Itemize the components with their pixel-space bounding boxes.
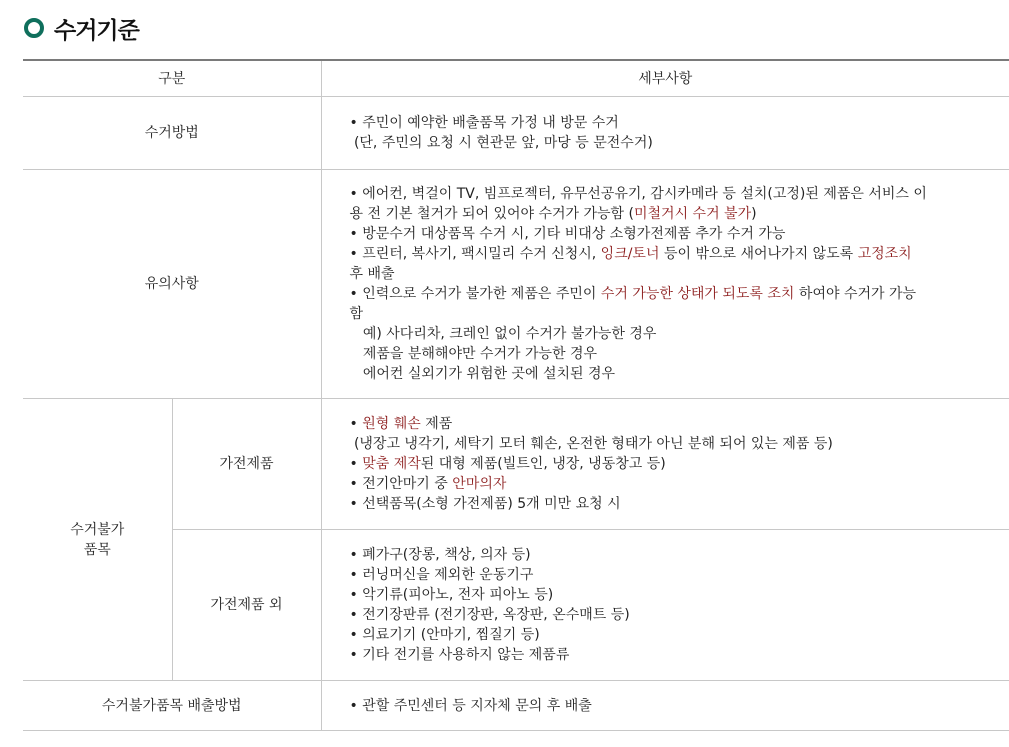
header-details: 세부사항 bbox=[321, 60, 1009, 97]
text-segment: • bbox=[349, 416, 363, 432]
header-category: 구분 bbox=[23, 60, 321, 97]
highlight-text: 잉크/토너 bbox=[600, 246, 660, 262]
detail-line: (냉장고 냉각기, 세탁기 모터 훼손, 온전한 형태가 아닌 분해 되어 있는 제품 등) bbox=[349, 436, 833, 452]
row-detail-notes bbox=[321, 170, 1009, 399]
table-row bbox=[23, 97, 1009, 170]
list-item: • 전기장판류 (전기장판, 옥장판, 온수매트 등) bbox=[349, 607, 630, 623]
detail-line bbox=[350, 204, 990, 224]
list-item: • 악기류(피아노, 전자 피아노 등) bbox=[349, 587, 554, 603]
highlight-text: 수거 가능한 상태가 되도록 조치 bbox=[600, 286, 795, 302]
highlight-text: 고정조치 bbox=[857, 246, 912, 262]
detail-line bbox=[350, 474, 990, 494]
label-line: 품목 bbox=[83, 541, 111, 558]
highlight-text: 미철거시 수거 불가 bbox=[634, 206, 752, 222]
detail-line: 후 배출 bbox=[349, 266, 395, 282]
text-segment: ) bbox=[751, 206, 757, 222]
highlight-text: 맞춤 제작 bbox=[362, 456, 421, 472]
detail-line: • 관할 주민센터 등 지자체 문의 후 배출 bbox=[349, 697, 592, 714]
table-row bbox=[23, 681, 1009, 731]
list-item: • 의료기기 (안마기, 찜질기 등) bbox=[349, 627, 540, 643]
detail-line bbox=[350, 454, 990, 474]
example-line: 제품을 분해해야만 수거가 가능한 경우 bbox=[349, 346, 598, 362]
page-title-text: 수거기준 bbox=[54, 17, 139, 44]
row-detail-appliances bbox=[321, 399, 1009, 530]
detail-line: 함 bbox=[349, 306, 364, 322]
sub-label-appliances: 가전제품 bbox=[172, 399, 321, 530]
detail-line: • 선택품목(소형 가전제품) 5개 미만 요청 시 bbox=[349, 496, 621, 512]
highlight-text: 안마의자 bbox=[452, 476, 507, 492]
row-detail-disposal bbox=[321, 681, 1009, 731]
row-detail-others bbox=[321, 530, 1009, 681]
detail-line: • 주민이 예약한 배출품목 가정 내 방문 수거 bbox=[349, 115, 619, 131]
list-item: • 러닝머신을 제외한 운동기구 bbox=[349, 567, 534, 583]
detail-line: • 방문수거 대상품목 수거 시, 기타 비대상 소형가전제품 추가 수거 가능 bbox=[349, 226, 786, 242]
list-item: • 기타 전기를 사용하지 않는 제품류 bbox=[349, 647, 570, 663]
text-segment: • 프린터, 복사기, 팩시밀리 수거 신청시, bbox=[349, 246, 601, 262]
detail-line: (단, 주민의 요청 시 현관문 앞, 마당 등 문전수거) bbox=[349, 135, 653, 151]
text-segment: 제품 bbox=[420, 416, 453, 432]
detail-line: • 에어컨, 벽걸이 TV, 빔프로젝터, 유무선공유기, 감시카메라 등 설치(고정)된 제품은 서비스 이 bbox=[349, 186, 927, 202]
example-line: 에어컨 실외기가 위험한 곳에 설치된 경우 bbox=[349, 366, 616, 382]
detail-line bbox=[350, 414, 990, 434]
page-title bbox=[24, 12, 139, 44]
text-segment: 된 대형 제품(빌트인, 냉장, 냉동창고 등) bbox=[420, 456, 666, 472]
example-line: 예) 사다리차, 크레인 없이 수거가 불가능한 경우 bbox=[349, 326, 657, 342]
table-row bbox=[23, 170, 1009, 399]
circle-bullet-icon bbox=[24, 18, 44, 38]
text-segment: • 인력으로 수거가 불가한 제품은 주민이 bbox=[349, 286, 601, 302]
label-line: 수거불가 bbox=[70, 521, 125, 538]
text-segment: 하여야 수거가 가능 bbox=[794, 286, 917, 302]
row-label-notes: 유의사항 bbox=[23, 170, 321, 399]
collection-criteria-table bbox=[23, 59, 1009, 731]
highlight-text: 원형 훼손 bbox=[362, 416, 421, 432]
text-segment: 등이 밖으로 새어나가지 않도록 bbox=[659, 246, 858, 262]
text-segment: • bbox=[349, 456, 363, 472]
text-segment: 용 전 기본 철거가 되어 있어야 수거가 가능함 ( bbox=[349, 206, 634, 222]
row-label-method: 수거방법 bbox=[23, 97, 321, 170]
table-row bbox=[23, 399, 1009, 530]
row-label-disposal: 수거불가품목 배출방법 bbox=[23, 681, 321, 731]
sub-label-others: 가전제품 외 bbox=[172, 530, 321, 681]
text-segment: • 전기안마기 중 bbox=[349, 476, 453, 492]
row-detail-method bbox=[321, 97, 1009, 170]
table-header-row bbox=[23, 60, 1009, 97]
row-label-not-collectible bbox=[23, 399, 172, 681]
detail-line bbox=[350, 284, 990, 304]
detail-line bbox=[350, 244, 990, 264]
list-item: • 폐가구(장롱, 책상, 의자 등) bbox=[349, 547, 531, 563]
